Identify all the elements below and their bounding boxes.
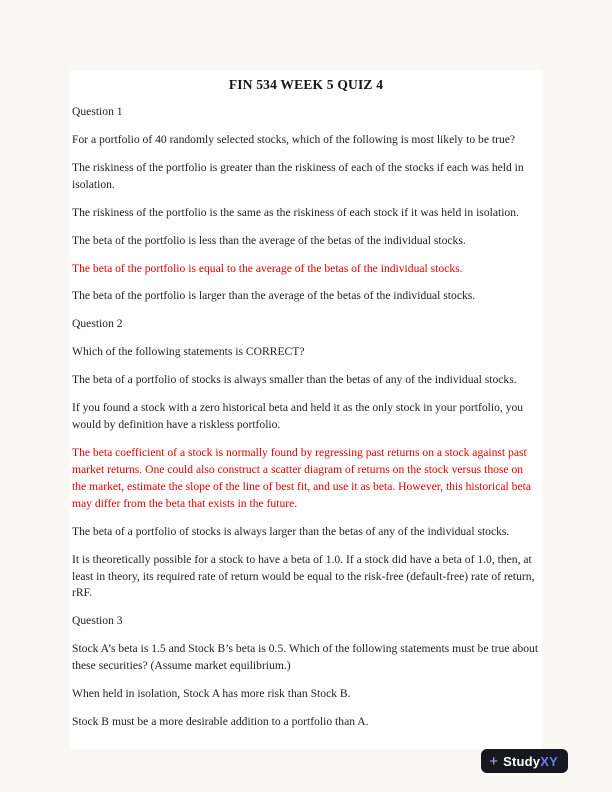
question-label: Question 1 — [72, 105, 123, 118]
answer-option: If you found a stock with a zero historical beta and held it as the only stock in your portfolio, you would by definition have a riskless portfolio. — [72, 401, 524, 432]
page-title: FIN 534 WEEK 5 QUIZ 4 — [228, 77, 384, 92]
logo-text-xy: XY — [540, 753, 558, 769]
answer-option: The riskiness of the portfolio is greater than the riskiness of each of the stocks if each was held in isolation. — [72, 160, 524, 191]
quiz-sheet — [70, 70, 542, 749]
answer-option: The beta of the portfolio is less than the average of the betas of the individual stocks. — [72, 233, 466, 247]
question-text: Which of the following statements is CORRECT? — [72, 345, 305, 359]
question-text: For a portfolio of 40 randomly selected stocks, which of the following is most likely to be true? — [72, 132, 516, 146]
answer-option: Stock B must be a more desirable addition to a portfolio than A. — [72, 715, 369, 729]
logo-text-study: Study — [503, 753, 541, 769]
question-text: Stock A’s beta is 1.5 and Stock B’s beta is 0.5. Which of the following statements must be true about these securities? (Assume market equilibrium.) — [72, 642, 539, 673]
answer-option: The beta of a portfolio of stocks is always larger than the betas of any of the individual stocks. — [72, 524, 510, 538]
quiz-content — [72, 104, 540, 731]
answer-option: The beta of a portfolio of stocks is always smaller than the betas of any of the individual stocks. — [72, 373, 517, 387]
answer-option: It is theoretically possible for a stock to have a beta of 1.0. If a stock did have a beta of 1.0, then, at least in theory, its required rate of return would be equal to the risk-free (default-free) rate of return, rRF. — [72, 552, 535, 600]
answer-option: The beta coefficient of a stock is normally found by regressing past returns on a stock against past market returns. One could also construct a scatter diagram of returns on the stock versus those on the market, estimate the slope of the line of best fit, and use it as beta. However, this historical beta may differ from the beta that exists in the future. — [72, 445, 531, 510]
answer-option: The beta of the portfolio is larger than the average of the betas of the individual stocks. — [72, 289, 476, 303]
plus-icon: + — [489, 752, 499, 770]
studyxy-logo — [481, 749, 568, 773]
answer-option: The riskiness of the portfolio is the same as the riskiness of each stock if it was held in isolation. — [72, 205, 519, 219]
answer-option: When held in isolation, Stock A has more risk than Stock B. — [72, 687, 351, 701]
question-label: Question 2 — [72, 317, 123, 331]
answer-option: The beta of the portfolio is equal to the average of the betas of the individual stocks. — [72, 261, 463, 275]
question-label: Question 3 — [72, 614, 123, 628]
